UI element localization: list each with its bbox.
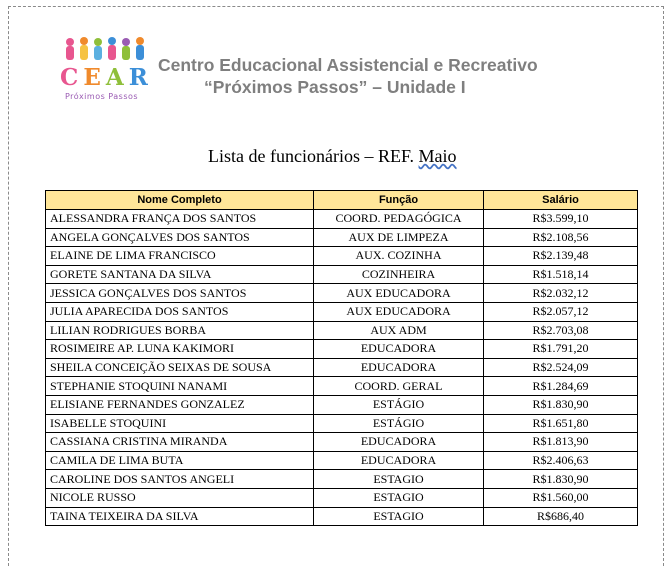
column-header-name: Nome Completo bbox=[46, 191, 314, 210]
table-row bbox=[46, 488, 638, 507]
employee-salary-cell: R$1.560,00 bbox=[484, 488, 638, 507]
employee-role-cell: ESTAGIO bbox=[314, 488, 484, 507]
table-row bbox=[46, 377, 638, 396]
employee-name-cell: LILIAN RODRIGUES BORBA bbox=[46, 321, 314, 340]
employee-salary-cell: R$1.830,90 bbox=[484, 470, 638, 489]
employee-role-cell: EDUCADORA bbox=[314, 433, 484, 452]
employee-salary-cell: R$1.813,90 bbox=[484, 433, 638, 452]
table-row bbox=[46, 433, 638, 452]
logo-letter: R bbox=[128, 64, 153, 91]
employee-salary-cell: R$1.651,80 bbox=[484, 414, 638, 433]
table-row bbox=[46, 247, 638, 266]
org-name-line1: Centro Educacional Assistencial e Recreativo bbox=[158, 55, 538, 75]
page-margin-guide-top bbox=[8, 6, 664, 7]
employee-name-cell: CASSIANA CRISTINA MIRANDA bbox=[46, 433, 314, 452]
org-name-line2: “Próximos Passos” – Unidade I bbox=[204, 77, 466, 97]
column-header-salary: Salário bbox=[484, 191, 638, 210]
list-title-month: Maio bbox=[418, 146, 457, 166]
table-row bbox=[46, 451, 638, 470]
employee-name-cell: SHEILA CONCEIÇÃO SEIXAS DE SOUSA bbox=[46, 358, 314, 377]
logo-letter: A bbox=[105, 64, 129, 91]
employee-salary-cell: R$2.703,08 bbox=[484, 321, 638, 340]
employee-name-cell: ELAINE DE LIMA FRANCISCO bbox=[46, 247, 314, 266]
table-row bbox=[46, 507, 638, 526]
logo-letters bbox=[60, 64, 154, 94]
logo-letter: E bbox=[83, 64, 106, 91]
staff-table bbox=[45, 190, 638, 526]
employee-salary-cell: R$686,40 bbox=[484, 507, 638, 526]
employee-name-cell: ROSIMEIRE AP. LUNA KAKIMORI bbox=[46, 340, 314, 359]
employee-salary-cell: R$2.524,09 bbox=[484, 358, 638, 377]
employee-role-cell: AUX. COZINHA bbox=[314, 247, 484, 266]
employee-salary-cell: R$2.032,12 bbox=[484, 284, 638, 303]
employee-role-cell: AUX EDUCADORA bbox=[314, 284, 484, 303]
employee-name-cell: STEPHANIE STOQUINI NANAMI bbox=[46, 377, 314, 396]
logo-tagline: Próximos Passos bbox=[65, 92, 139, 101]
employee-role-cell: AUX EDUCADORA bbox=[314, 302, 484, 321]
employee-role-cell: EDUCADORA bbox=[314, 358, 484, 377]
employee-name-cell: GORETE SANTANA DA SILVA bbox=[46, 265, 314, 284]
employee-salary-cell: R$1.791,20 bbox=[484, 340, 638, 359]
employee-salary-cell: R$1.284,69 bbox=[484, 377, 638, 396]
employee-name-cell: NICOLE RUSSO bbox=[46, 488, 314, 507]
employee-role-cell: COORD. GERAL bbox=[314, 377, 484, 396]
employee-role-cell: EDUCADORA bbox=[314, 451, 484, 470]
employee-name-cell: CAROLINE DOS SANTOS ANGELI bbox=[46, 470, 314, 489]
children-figures-icon bbox=[62, 36, 150, 66]
list-title bbox=[208, 146, 457, 167]
employee-name-cell: JESSICA GONÇALVES DOS SANTOS bbox=[46, 284, 314, 303]
page-margin-guide-left bbox=[8, 6, 9, 566]
employee-name-cell: JULIA APARECIDA DOS SANTOS bbox=[46, 302, 314, 321]
employee-name-cell: ANGELA GONÇALVES DOS SANTOS bbox=[46, 228, 314, 247]
employee-role-cell: ESTÁGIO bbox=[314, 414, 484, 433]
table-header-row bbox=[46, 191, 638, 210]
table-row bbox=[46, 340, 638, 359]
table-row bbox=[46, 358, 638, 377]
employee-role-cell: ESTAGIO bbox=[314, 470, 484, 489]
table-row bbox=[46, 302, 638, 321]
table-row bbox=[46, 395, 638, 414]
employee-salary-cell: R$1.830,90 bbox=[484, 395, 638, 414]
table-row bbox=[46, 414, 638, 433]
employee-role-cell: AUX DE LIMPEZA bbox=[314, 228, 484, 247]
employee-role-cell: ESTÁGIO bbox=[314, 395, 484, 414]
logo-letter: C bbox=[60, 64, 84, 91]
employee-role-cell: EDUCADORA bbox=[314, 340, 484, 359]
employee-role-cell: AUX ADM bbox=[314, 321, 484, 340]
employee-role-cell: COZINHEIRA bbox=[314, 265, 484, 284]
page-margin-guide-right bbox=[663, 6, 664, 566]
table-row bbox=[46, 284, 638, 303]
table-body bbox=[46, 210, 638, 526]
employee-name-cell: TAINA TEIXEIRA DA SILVA bbox=[46, 507, 314, 526]
employee-role-cell: COORD. PEDAGÓGICA bbox=[314, 210, 484, 229]
table-row bbox=[46, 265, 638, 284]
cear-logo bbox=[60, 36, 154, 104]
column-header-role: Função bbox=[314, 191, 484, 210]
employee-role-cell: ESTAGIO bbox=[314, 507, 484, 526]
employee-salary-cell: R$2.108,56 bbox=[484, 228, 638, 247]
employee-name-cell: ISABELLE STOQUINI bbox=[46, 414, 314, 433]
table-row bbox=[46, 210, 638, 229]
employee-salary-cell: R$2.057,12 bbox=[484, 302, 638, 321]
employee-salary-cell: R$1.518,14 bbox=[484, 265, 638, 284]
table-row bbox=[46, 321, 638, 340]
list-title-prefix: Lista de funcionários – REF. bbox=[208, 146, 419, 166]
table-row bbox=[46, 470, 638, 489]
employee-salary-cell: R$3.599,10 bbox=[484, 210, 638, 229]
table-row bbox=[46, 228, 638, 247]
employee-name-cell: CAMILA DE LIMA BUTA bbox=[46, 451, 314, 470]
employee-salary-cell: R$2.139,48 bbox=[484, 247, 638, 266]
employee-name-cell: ELISIANE FERNANDES GONZALEZ bbox=[46, 395, 314, 414]
employee-name-cell: ALESSANDRA FRANÇA DOS SANTOS bbox=[46, 210, 314, 229]
employee-salary-cell: R$2.406,63 bbox=[484, 451, 638, 470]
